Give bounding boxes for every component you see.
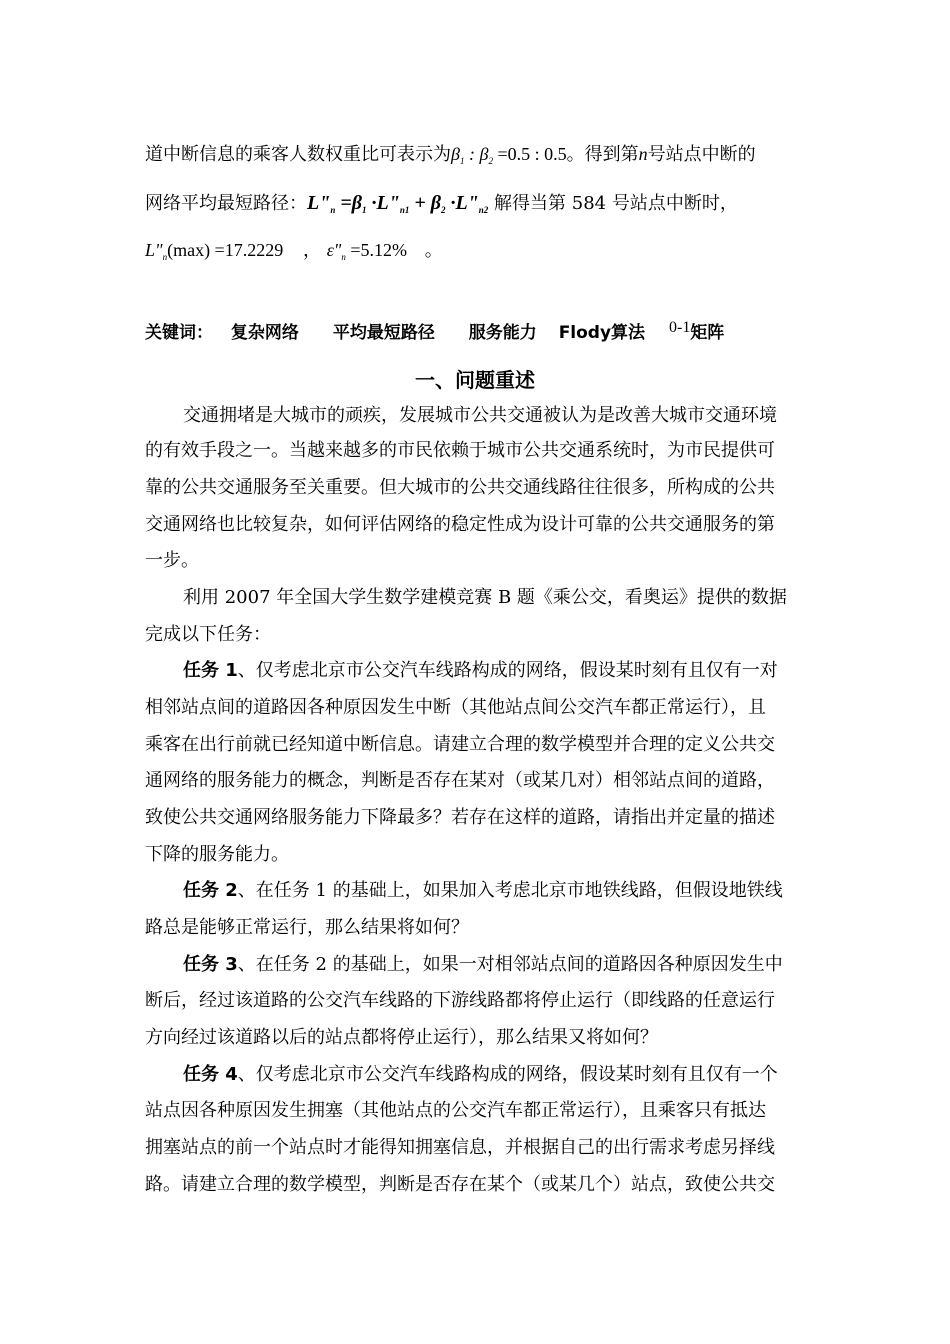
task1-text: 、仅考虑北京市公交汽车线路构成的网络，假设某时刻有且仅有一对 <box>237 660 778 681</box>
task3-line: 断后，经过该道路的公交汽车线路的下游线路都将停止运行（即线路的任意运行 <box>145 990 775 1011</box>
keywords-label: 关键词： <box>145 323 213 343</box>
intro-end: 。 <box>424 240 443 261</box>
intro-text-2: 网络平均最短路径： <box>145 193 307 214</box>
para1-line: 的有效手段之一。当越来越多的市民依赖于城市公共交通系统时，为市民提供可 <box>145 440 775 461</box>
task3-line <box>183 953 783 977</box>
task4-line: 路。请建立合理的数学模型，判断是否存在某个（或某几个）站点，致使公共交 <box>145 1174 775 1195</box>
formula-lmax: $L"_n(\max) =17.2229$ <box>145 240 284 262</box>
formula-avg-shortest-path: $L"_n =\beta_1$ $\cdot L"_{n1} + \beta_2$ $\cdot L"_{n2}$ <box>307 192 489 215</box>
task1-line: 下降的服务能力。 <box>145 844 289 865</box>
task1-line: 致使公共交通网络服务能力下降最多？若存在这样的道路，请指出并定量的描述 <box>145 807 775 828</box>
task1-line: 乘客在出行前就已经知道中断信息。请建立合理的数学模型并合理的定义公共交 <box>145 734 775 755</box>
task4-line: 拥塞站点的前一个站点时才能得知拥塞信息，并根据自己的出行需求考虑另择线 <box>145 1137 775 1158</box>
keyword-item: 服务能力 <box>468 323 537 343</box>
para2-line: 完成以下任务： <box>145 624 271 645</box>
keyword-matrix: 矩阵 <box>690 323 725 343</box>
formula-n: n <box>638 144 648 164</box>
intro-line-2 <box>145 191 738 222</box>
task3-label: 任务 3 <box>183 954 238 975</box>
task2-text: 、在任务 1 的基础上，如果加入考虑北京市地铁线路，但假设地铁线 <box>237 880 783 901</box>
task1-line: 通网络的服务能力的概念，判断是否存在某对（或某几对）相邻站点间的道路， <box>145 770 775 791</box>
keyword-item: Flody算法 <box>558 323 646 343</box>
task4-line <box>183 1063 778 1087</box>
section-title: 一、问题重述 <box>415 368 535 392</box>
task1-line <box>183 659 778 683</box>
task1-line: 相邻站点间的道路因各种原因发生中断（其他站点间公交汽车都正常运行），且 <box>145 697 766 718</box>
task2-label: 任务 2 <box>183 880 238 901</box>
task1-label: 任务 1 <box>183 660 238 681</box>
task4-line: 站点因各种原因发生拥塞（其他站点的公交汽车都正常运行），且乘客只有抵达 <box>145 1100 766 1121</box>
keywords-line <box>145 316 724 345</box>
intro-text-1: 道中断信息的乘客人数权重比可表示为 <box>145 144 451 165</box>
intro-line-1 <box>145 142 756 173</box>
formula-weight-ratio: $\beta_1$ : $\beta_2 =0.5$ : 0.5 <box>451 144 567 166</box>
task4-label: 任务 4 <box>183 1064 238 1085</box>
intro-line-3 <box>145 238 443 269</box>
para2-line: 利用 2007 年全国大学生数学建模竞赛 B 题《乘公交，看奥运》提供的数据 <box>183 587 787 608</box>
keyword-item: 平均最短路径 <box>332 323 435 343</box>
keyword-item-last <box>669 316 724 345</box>
para1-line: 靠的公共交通服务至关重要。但大城市的公共交通线路往往很多，所构成的公共 <box>145 477 775 498</box>
formula-epsilon: $\varepsilon"_n =5.12\%$ <box>326 240 407 262</box>
para1-line: 一步。 <box>145 550 199 571</box>
para1-line: 交通网络也比较复杂，如何评估网络的稳定性成为设计可靠的公共交通服务的第 <box>145 514 775 535</box>
intro-text-1b: 。得到第 <box>566 144 639 165</box>
task3-text: 、在任务 2 的基础上，如果一对相邻站点间的道路因各种原因发生中 <box>237 954 783 975</box>
task2-line <box>183 879 783 903</box>
intro-sep: ， <box>302 240 321 261</box>
intro-text-1c: 号站点中断的 <box>647 144 756 165</box>
task4-text: 、仅考虑北京市公交汽车线路构成的网络，假设某时刻有且仅有一个 <box>237 1064 778 1085</box>
task2-line: 路总是能够正常运行，那么结果将如何？ <box>145 917 469 938</box>
keyword-01-prefix: 0-1 <box>668 319 691 336</box>
keyword-item: 复杂网络 <box>230 323 299 343</box>
intro-text-2b: 解得当第 584 号站点中断时， <box>494 193 738 214</box>
para1-line: 交通拥堵是大城市的顽疾，发展城市公共交通被认为是改善大城市交通环境 <box>183 405 777 426</box>
task3-line: 方向经过该道路以后的站点都将停止运行），那么结果又将如何？ <box>145 1027 658 1048</box>
